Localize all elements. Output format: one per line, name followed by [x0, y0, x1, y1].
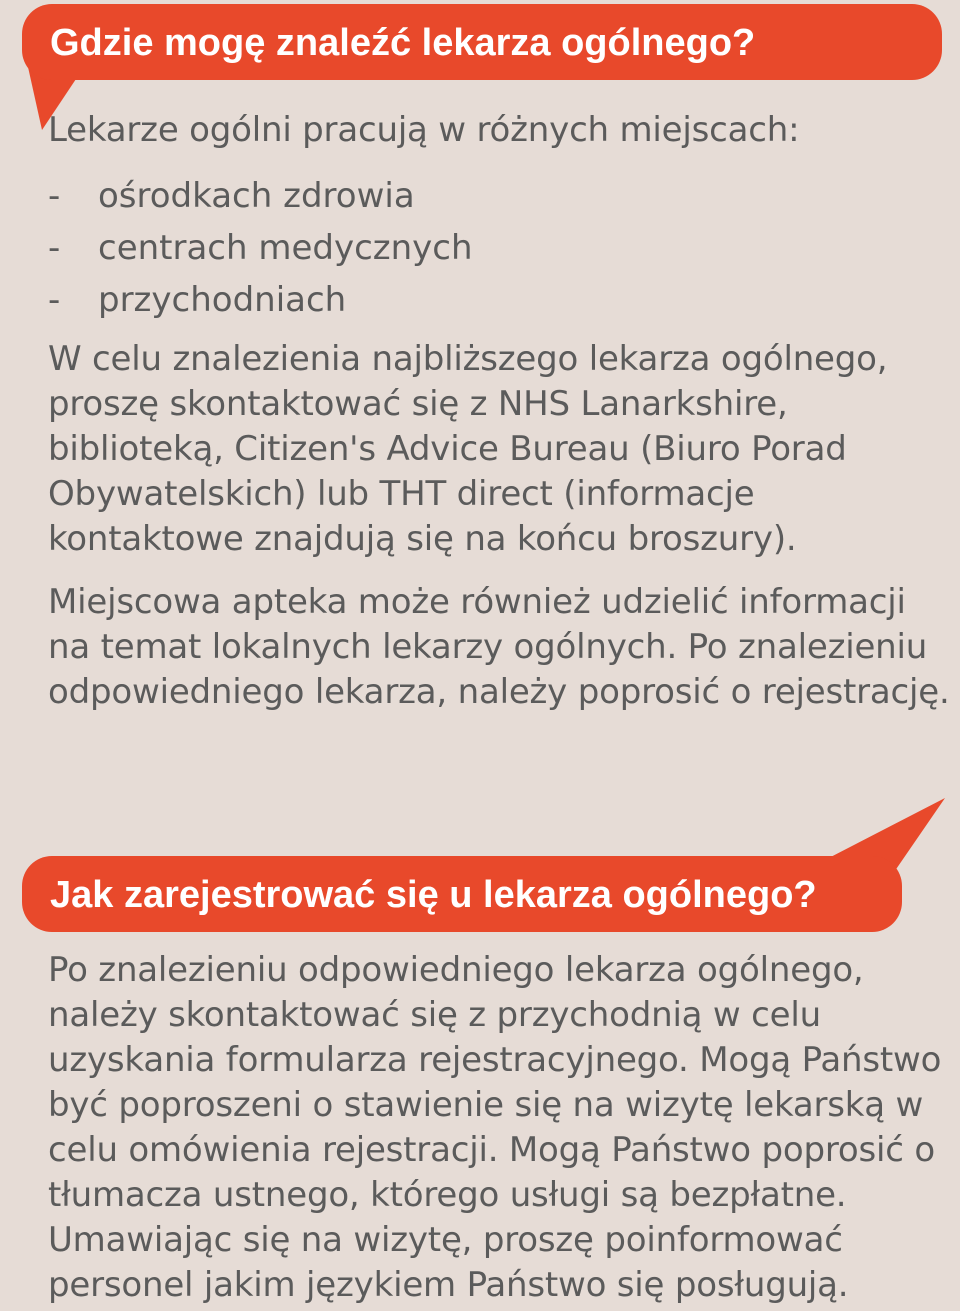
heading-bubble-register: [22, 856, 902, 932]
intro-text: Lekarze ogólni pracują w różnych miejscach:: [48, 110, 800, 150]
list-dash: -: [48, 176, 61, 216]
list-dash: -: [48, 280, 61, 320]
list-item: [48, 222, 473, 274]
list-item-text: przychodniach: [98, 280, 347, 320]
list-item: [48, 170, 473, 222]
list-dash: -: [48, 228, 61, 268]
section-heading-register: Jak zarejestrować się u lekarza ogólnego?: [50, 874, 817, 916]
paragraph-register: Po znalezieniu odpowiedniego lekarza ogólnego, należy skontaktować się z przychodnią w celu uzyskania formularza rejestracyjnego. Mogą Państwo być poproszeni o stawienie się na wizytę lekarską w celu omówienia rejestracji. Mogą Państwo poprosić o tłumacza ustnego, którego usługi są bezpłatne. Umawiając się na wizytę, proszę poinformować personel jakim językiem Państwo się posługują.: [48, 950, 942, 1305]
heading-bubble-where: [22, 4, 942, 80]
places-list: [48, 170, 473, 326]
paragraph-pharmacy: Miejscowa apteka może również udzielić informacji na temat lokalnych lekarzy ogólnych. Po znalezieniu odpowiedniego lekarza, należy poprosić o rejestrację.: [48, 582, 950, 712]
list-item: [48, 274, 473, 326]
section-heading-where: Gdzie mogę znaleźć lekarza ogólnego?: [50, 22, 756, 64]
paragraph-find-gp: W celu znalezienia najbliższego lekarza ogólnego, proszę skontaktować się z NHS Lanarkshire, biblioteką, Citizen's Advice Bureau (Biuro Porad Obywatelskich) lub THT direct (informacje kontaktowe znajdują się na końcu broszury).: [48, 339, 888, 559]
list-item-text: centrach medycznych: [98, 228, 473, 268]
list-item-text: ośrodkach zdrowia: [98, 176, 415, 216]
